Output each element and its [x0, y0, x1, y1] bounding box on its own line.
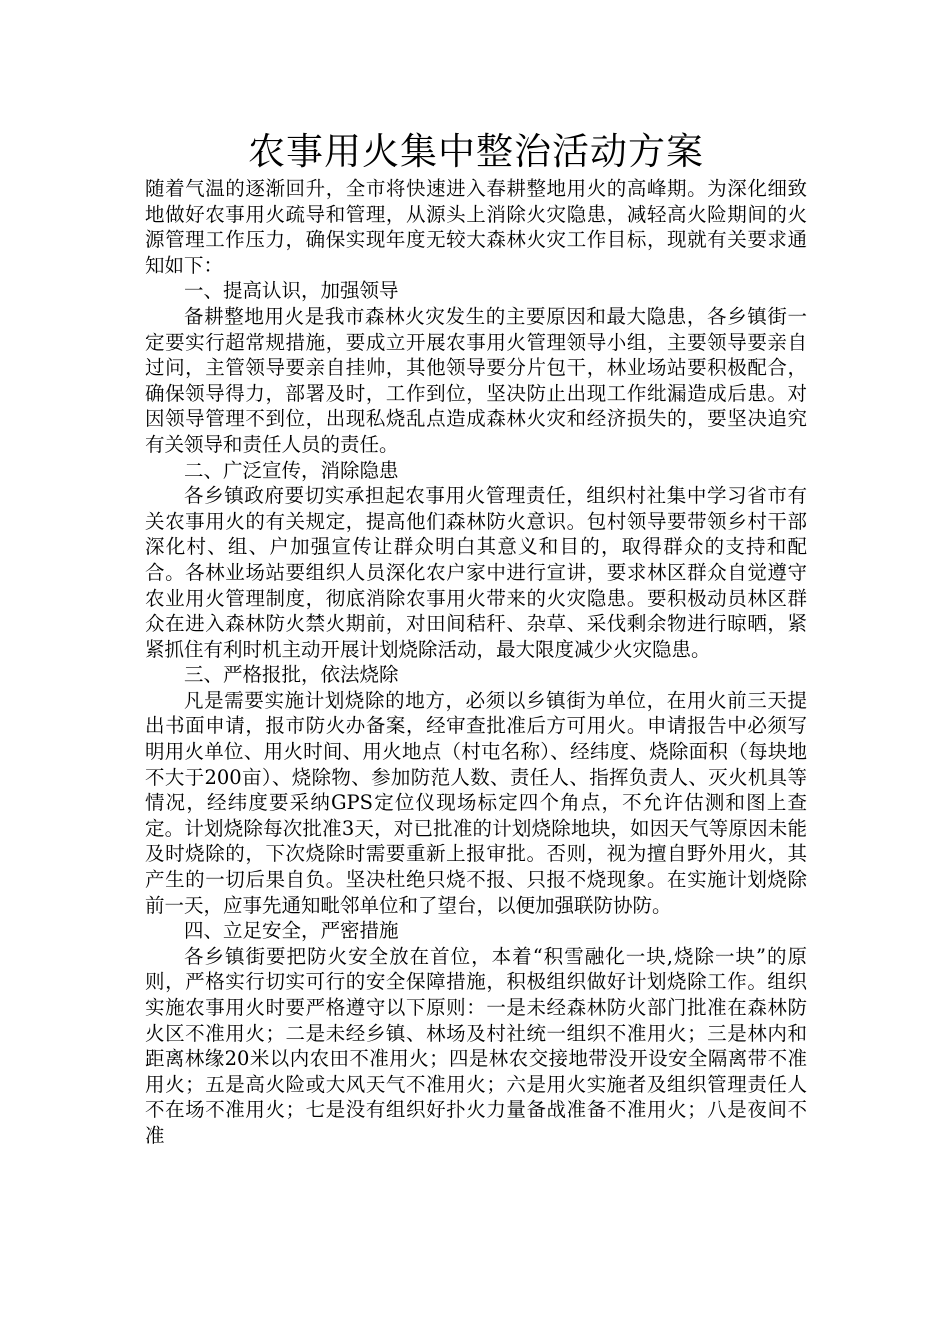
section-heading-3: 三、严格报批，依法烧除 [184, 663, 399, 687]
section-heading-1: 一、提高认识，加强领导 [184, 279, 399, 303]
section-body-4: 各乡镇街要把防火安全放在首位，本着“积雪融化一块,烧除一块”的原则，严格实行切实可行的安全保障措施，积极组织做好计划烧除工作。组织实施农事用火时要严格遵守以下原则：一是未经森林防火部门批准在森林防火区不准用火；二是未经乡镇、林场及村社统一组织不准用火；三是林内和距离林缘20米以内农田不准用火；四是林农交接地带没开设安全隔离带不准用火；五是高火险或大风天气不准用火；六是用火实施者及组织管理责任人不在场不准用火；七是没有组织好扑火力量备战准备不准用火；八是夜间不准 [145, 944, 807, 1147]
section-heading-4: 四、立足安全，严密措施 [184, 919, 399, 943]
section-heading-2: 二、广泛宣传，消除隐患 [184, 458, 399, 482]
document-page [145, 128, 807, 1149]
document-body [145, 176, 807, 1149]
section-body-2: 各乡镇政府要切实承担起农事用火管理责任，组织村社集中学习省市有关农事用火的有关规定，提高他们森林防火意识。包村领导要带领乡村干部深化村、组、户加强宣传让群众明白其意义和目的，取得群众的支持和配合。各林业场站要组织人员深化农户家中进行宣讲，要求林区群众自觉遵守农业用火管理制度，彻底消除农事用火带来的火灾隐患。要积极动员林区群众在进入森林防火禁火期前，对田间秸秆、杂草、采伐剩余物进行晾晒，紧紧抓住有利时机主动开展计划烧除活动，最大限度减少火灾隐患。 [145, 484, 807, 661]
document-title: 农事用火集中整治活动方案 [248, 130, 704, 173]
section-body-1: 备耕整地用火是我市森林火灾发生的主要原因和最大隐患，各乡镇街一定要实行超常规措施，要成立开展农事用火管理领导小组，主要领导要亲自过问，主管领导要亲自挂帅，其他领导要分片包干，林业场站要积极配合，确保领导得力，部署及时，工作到位，坚决防止出现工作纰漏造成后患。对因领导管理不到位，出现私烧乱点造成森林火灾和经济损失的，要坚决追究有关领导和责任人员的责任。 [145, 304, 807, 456]
intro-paragraph: 随着气温的逐渐回升，全市将快速进入春耕整地用火的高峰期。为深化细致地做好农事用火疏导和管理，从源头上消除火灾隐患，减轻高火险期间的火源管理工作压力，确保实现年度无较大森林火灾工作目标，现就有关要求通知如下： [145, 177, 807, 277]
section-body-3: 凡是需要实施计划烧除的地方，必须以乡镇街为单位，在用火前三天提出书面申请，报市防火办备案，经审查批准后方可用火。申请报告中必须写明用火单位、用火时间、用火地点（村屯名称）、经纬度、烧除面积（每块地不大于200亩）、烧除物、参加防范人数、责任人、指挥负责人、灭火机具等情况，经纬度要采纳GPS定位仪现场标定四个角点，不允许估测和图上查定。计划烧除每次批准3天，对已批准的计划烧除地块，如因天气等原因未能及时烧除的，下次烧除时需要重新上报审批。否则，视为擅自野外用火，其产生的一切后果自负。坚决杜绝只烧不报、只报不烧现象。在实施计划烧除前一天，应事先通知毗邻单位和了望台，以便加强联防协防。 [145, 688, 807, 917]
